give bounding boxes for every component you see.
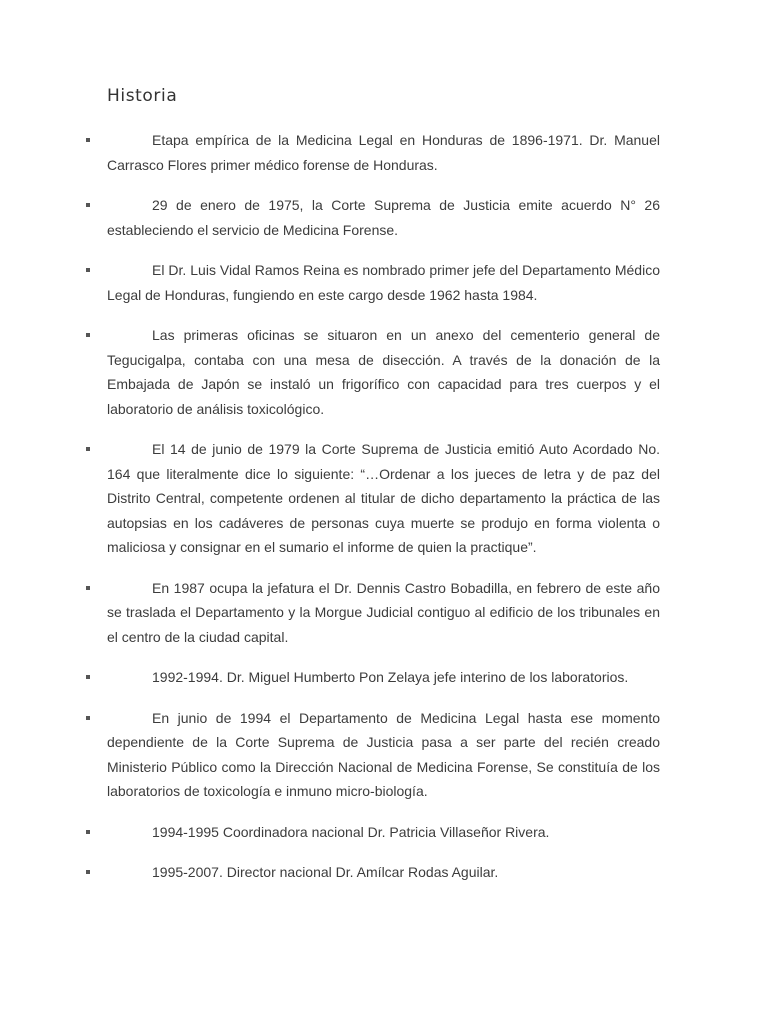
- square-bullet-icon: [86, 870, 90, 874]
- list-item-text: 1994-1995 Coordinadora nacional Dr. Patricia Villaseñor Rivera.: [152, 823, 550, 840]
- square-bullet-icon: [86, 716, 90, 720]
- list-item-text: En 1987 ocupa la jefatura el Dr. Dennis Castro Bobadilla, en febrero de este año se traslada el Departamento y la Morgue Judicial contiguo al edificio de los tribunales en el centro de la ciudad capital.: [107, 579, 660, 645]
- square-bullet-icon: [86, 586, 90, 590]
- list-item-text: El 14 de junio de 1979 la Corte Suprema de Justicia emitió Auto Acordado No. 164 que literalmente dice lo siguiente: “…Ordenar a los jueces de letra y de paz del Distrito Central, competente ordenen al titular de dicho departamento la práctica de las autopsias en los cadáveres de personas cuya muerte se produjo en forma violenta o maliciosa y consignar en el sumario el informe de quien la practique”.: [107, 441, 660, 555]
- list-item: [0, 128, 768, 177]
- list-item: [0, 706, 768, 804]
- square-bullet-icon: [86, 268, 90, 272]
- list-item-text: Las primeras oficinas se situaron en un anexo del cementerio general de Tegucigalpa, contaba con una mesa de disección. A través de la donación de la Embajada de Japón se instaló un frigorífico con capacidad para tres cuerpos y el laboratorio de análisis toxicológico.: [107, 327, 660, 417]
- square-bullet-icon: [86, 830, 90, 834]
- history-list: [0, 128, 768, 901]
- list-item: [0, 193, 768, 242]
- list-item: [0, 820, 768, 845]
- list-item: [0, 323, 768, 421]
- square-bullet-icon: [86, 675, 90, 679]
- page-title: Historia: [107, 86, 178, 106]
- list-item: [0, 258, 768, 307]
- list-item: [0, 665, 768, 690]
- list-item-text: Etapa empírica de la Medicina Legal en Honduras de 1896-1971. Dr. Manuel Carrasco Flores primer médico forense de Honduras.: [107, 132, 660, 173]
- list-item-text: El Dr. Luis Vidal Ramos Reina es nombrado primer jefe del Departamento Médico Legal de Honduras, fungiendo en este cargo desde 1962 hasta 1984.: [107, 262, 660, 303]
- square-bullet-icon: [86, 203, 90, 207]
- list-item-text: 1992-1994. Dr. Miguel Humberto Pon Zelaya jefe interino de los laboratorios.: [152, 669, 629, 685]
- list-item: [0, 860, 768, 885]
- square-bullet-icon: [86, 138, 90, 142]
- list-item-text: 1995-2007. Director nacional Dr. Amílcar Rodas Aguilar.: [152, 864, 499, 880]
- square-bullet-icon: [86, 447, 90, 451]
- list-item: [0, 437, 768, 560]
- list-item-text: 29 de enero de 1975, la Corte Suprema de Justicia emite acuerdo N° 26 estableciendo el servicio de Medicina Forense.: [107, 197, 660, 238]
- list-item-text: En junio de 1994 el Departamento de Medicina Legal hasta ese momento dependiente de la Corte Suprema de Justicia pasa a ser parte del recién creado Ministerio Público como la Dirección Nacional de Medicina Forense, Se constituía de los laboratorios de toxicología e inmuno micro-biología.: [107, 709, 660, 799]
- list-item: [0, 576, 768, 650]
- square-bullet-icon: [86, 333, 90, 337]
